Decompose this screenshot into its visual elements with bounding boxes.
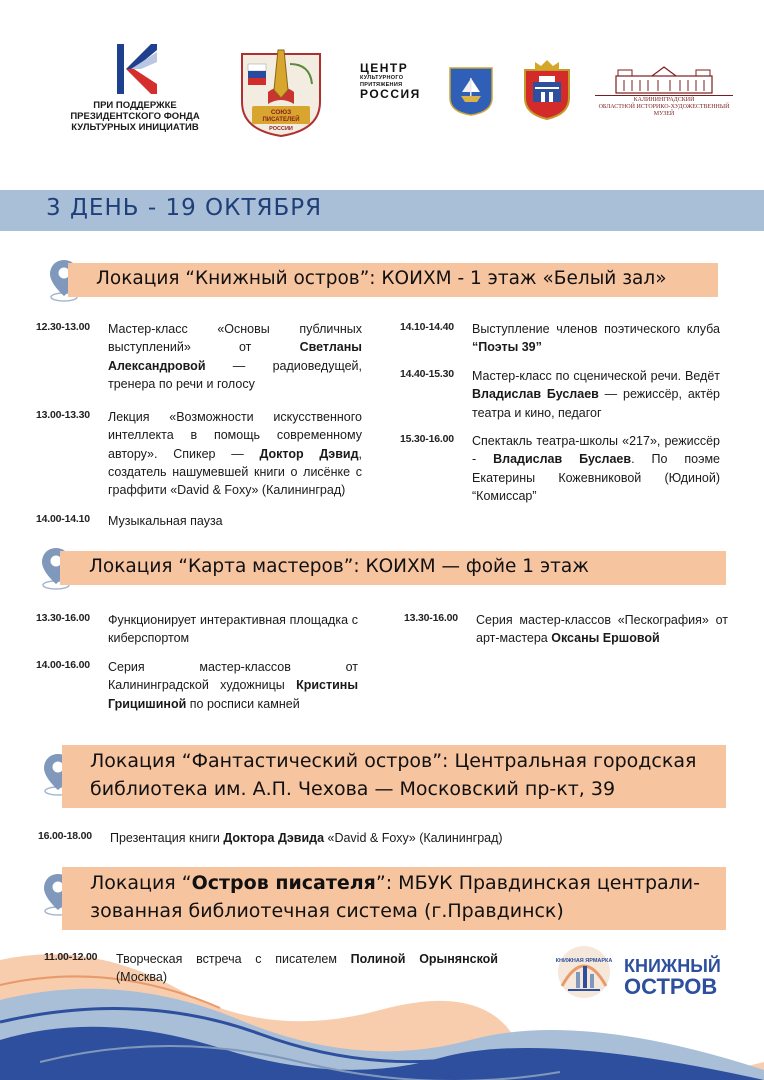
schedule-item bbox=[36, 658, 358, 713]
item-text: Презентация книги bbox=[110, 831, 224, 845]
location-title: Локация “Книжный остров”: КОИХМ - 1 этаж «Белый зал» bbox=[96, 268, 667, 289]
museum-building-icon bbox=[612, 64, 716, 94]
item-description bbox=[108, 611, 358, 648]
location-title-line: зованная библиотечная система (г.Правдинск) bbox=[90, 900, 564, 922]
partner-logos bbox=[0, 38, 764, 148]
item-description bbox=[110, 829, 503, 847]
item-text: Музыкальная пауза bbox=[108, 514, 223, 528]
schedule-item bbox=[36, 408, 362, 499]
item-person: Доктора Дэвида bbox=[223, 831, 325, 845]
svg-text:ПИСАТЕЛЕЙ: ПИСАТЕЛЕЙ bbox=[262, 117, 300, 123]
item-text: Спектакль театра-школы «217», режиссёр - bbox=[472, 434, 720, 467]
item-text: Творческая встреча с писателем bbox=[116, 952, 351, 966]
svg-text:СОЮЗ: СОЮЗ bbox=[270, 109, 292, 116]
item-text-tail: — режиссёр, актёр театра и кино, педагог bbox=[472, 387, 721, 420]
presidential-fund-k-icon bbox=[113, 44, 157, 94]
location-title-part: Локация “ bbox=[90, 872, 192, 894]
item-person: Оксаны Ершовой bbox=[551, 631, 660, 646]
item-description bbox=[116, 950, 498, 987]
schedule-item bbox=[400, 432, 720, 505]
city-coat-of-arms-icon bbox=[447, 66, 495, 116]
item-person: Доктор Дэвид bbox=[259, 446, 359, 461]
item-text: Серия мастер-классов от Калининградской художницы bbox=[108, 660, 358, 693]
book-island-logo bbox=[552, 942, 732, 1002]
item-time: 13.30-16.00 bbox=[36, 612, 90, 624]
item-text: Мастер-класс по сценической речи. Ведёт bbox=[472, 369, 720, 383]
schedule-item bbox=[400, 320, 720, 357]
location-header-3 bbox=[62, 745, 726, 808]
writers-union-logo bbox=[238, 42, 324, 138]
item-time: 12.30-13.00 bbox=[36, 321, 90, 333]
item-person: Светланы Александровой bbox=[108, 340, 362, 373]
location-title-line bbox=[90, 872, 700, 894]
fund-text-line: КУЛЬТУРНЫХ ИНИЦИАТИВ bbox=[71, 122, 199, 133]
cultural-center-small: КУЛЬТУРНОГО bbox=[360, 75, 404, 81]
schedule-item bbox=[36, 320, 362, 393]
region-coat-of-arms-icon bbox=[521, 58, 573, 120]
item-description bbox=[108, 512, 223, 530]
item-text: Выступление членов поэтического клуба bbox=[472, 322, 720, 336]
museum-text-line: ОБЛАСТНОЙ ИСТОРИКО-ХУДОЖЕСТВЕННЫЙ МУЗЕЙ bbox=[598, 104, 730, 117]
location-title-line: Локация “Фантастический остров”: Центральная городская bbox=[90, 750, 697, 772]
item-text-tail: «David & Foxy» (Калининград) bbox=[324, 831, 503, 845]
item-text: Мастер-класс «Основы публичных выступлений» от bbox=[108, 322, 362, 355]
location-title-line: библиотека им. А.П. Чехова — Московский пр-кт, 39 bbox=[90, 778, 616, 800]
item-description bbox=[108, 408, 362, 499]
item-time: 15.30-16.00 bbox=[400, 433, 454, 445]
presidential-fund-logo bbox=[60, 44, 210, 133]
item-text: Серия мастер-классов «Пескография» от арт-мастера bbox=[476, 613, 728, 646]
location-title-part: ”: МБУК Правдинская централи- bbox=[375, 872, 701, 894]
footer-logo-small: КНИЖНАЯ ЯРМАРКА bbox=[555, 958, 613, 964]
item-description bbox=[108, 320, 362, 393]
fund-text-line: ПРЕЗИДЕНТСКОГО ФОНДА bbox=[70, 111, 200, 122]
schedule-item bbox=[44, 950, 498, 987]
item-description bbox=[472, 367, 720, 422]
schedule-item bbox=[36, 512, 362, 530]
item-text-tail: (Москва) bbox=[116, 970, 168, 985]
item-description bbox=[108, 658, 358, 713]
schedule-item bbox=[404, 611, 728, 648]
item-club: “Поэты 39” bbox=[472, 340, 542, 355]
item-time: 11.00-12.00 bbox=[44, 951, 98, 963]
item-text-tail: по росписи камней bbox=[186, 696, 300, 711]
item-time: 14.40-15.30 bbox=[400, 368, 454, 380]
fund-text-line: ПРИ ПОДДЕРЖКЕ bbox=[93, 100, 177, 111]
item-description bbox=[472, 432, 720, 505]
footer-logo-word: ОСТРОВ bbox=[624, 974, 718, 999]
museum-logo bbox=[595, 64, 733, 118]
location-header-2 bbox=[60, 551, 726, 585]
item-person: Владислав Буслаев bbox=[472, 387, 599, 402]
cultural-center-logo bbox=[360, 62, 426, 101]
item-time: 13.00-13.30 bbox=[36, 409, 90, 421]
cultural-center-word: РОССИЯ bbox=[360, 87, 421, 101]
day-title: 3 ДЕНЬ - 19 ОКТЯБРЯ bbox=[46, 195, 323, 221]
item-text-tail: . По поэме Екатерины Кожевниковой (Юдиной) “Комиссар” bbox=[472, 452, 720, 503]
location-title-bold: Остров писателя bbox=[191, 872, 376, 894]
schedule-item bbox=[38, 829, 658, 847]
item-description bbox=[476, 611, 728, 648]
footer-logo-word: КНИЖНЫЙ bbox=[624, 956, 721, 976]
cultural-center-word: ЦЕНТР bbox=[360, 61, 409, 75]
item-person: Владислав Буслаев bbox=[493, 452, 632, 467]
item-description bbox=[472, 320, 720, 357]
item-text: Лекция «Возможности искусственного интеллекта в помощь современному автору». Спикер — bbox=[108, 410, 362, 461]
item-text: Функционирует интерактивная площадка с киберспортом bbox=[108, 613, 358, 646]
location-header-4 bbox=[62, 867, 726, 930]
item-time: 13.30-16.00 bbox=[404, 612, 458, 624]
item-text-tail: , создатель нашумевшей книги о лисёнке с граффити «David & Foxy» (Калининград) bbox=[108, 446, 362, 498]
item-person: Кристины Грицишиной bbox=[108, 678, 358, 711]
schedule-item bbox=[400, 367, 720, 422]
item-time: 14.00-16.00 bbox=[36, 659, 90, 671]
day-banner bbox=[0, 190, 764, 231]
location-header-1 bbox=[68, 263, 718, 297]
item-time: 16.00-18.00 bbox=[38, 830, 92, 842]
item-time: 14.10-14.40 bbox=[400, 321, 454, 333]
item-person: Полиной Орынянской bbox=[350, 952, 498, 966]
schedule-item bbox=[36, 611, 358, 648]
item-text-tail: — радиоведущей, тренера по речи и голосу bbox=[108, 358, 362, 391]
svg-text:РОССИИ: РОССИИ bbox=[269, 126, 293, 132]
item-time: 14.00-14.10 bbox=[36, 513, 90, 525]
cultural-center-small: ПРИТЯЖЕНИЯ bbox=[360, 81, 403, 88]
museum-text-line: КАЛИНИНГРАДСКИЙ bbox=[633, 97, 695, 103]
location-title: Локация “Карта мастеров”: КОИХМ — фойе 1 этаж bbox=[89, 556, 589, 577]
